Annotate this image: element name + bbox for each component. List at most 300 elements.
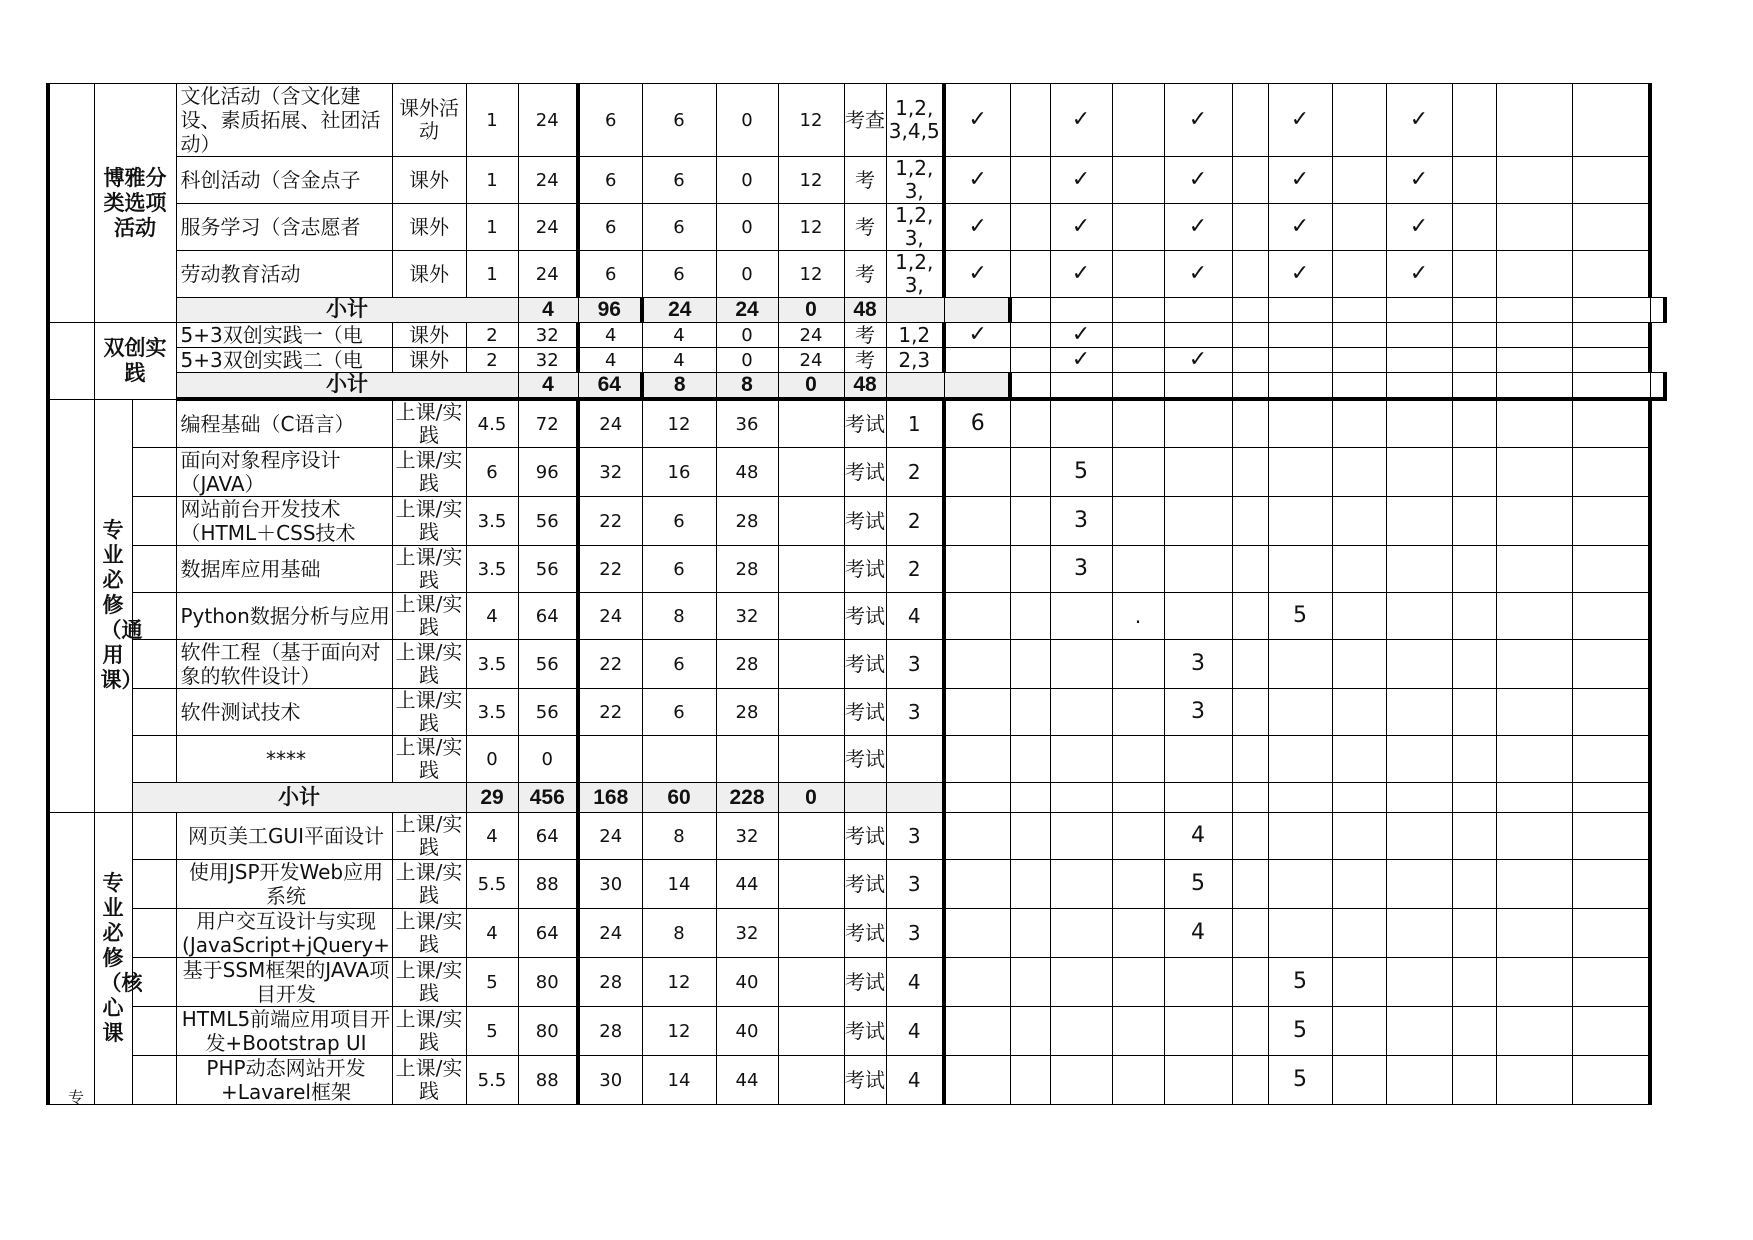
- hours-cell: 80: [518, 958, 578, 1007]
- hours-extra-cell: [778, 593, 844, 640]
- semester-4-cell: [1268, 348, 1332, 373]
- hours-extra-cell: [778, 958, 844, 1007]
- hours-lab-cell: 0: [716, 204, 778, 251]
- hours-extra-cell: 12: [778, 251, 844, 298]
- extra-column-cell: [1572, 157, 1650, 204]
- semester-1-cell: [944, 736, 1010, 783]
- semester-4-cell: ✓: [1268, 157, 1332, 204]
- subcategory-blank: [132, 813, 176, 860]
- exam-type-cell: 考试: [844, 909, 886, 958]
- table-row: [48, 497, 1665, 546]
- semester-5-cell: [1386, 448, 1452, 497]
- hours-cell: 24: [518, 84, 578, 157]
- semester-2-blank: [1112, 689, 1164, 736]
- semester-2-blank: [1112, 399, 1164, 448]
- hours-theory-cell: 24: [578, 399, 642, 448]
- term-cell: 3: [886, 909, 944, 958]
- category-label: [94, 323, 176, 400]
- subtotal-semester-blank: [1164, 783, 1232, 813]
- subtotal-h1: 8: [642, 373, 716, 400]
- subtotal-semester-blank: [1452, 373, 1496, 400]
- subtotal-extra-blank: [1496, 783, 1572, 813]
- hours-extra-cell: [778, 860, 844, 909]
- subcategory-blank: [132, 1007, 176, 1056]
- table-row: [48, 157, 1665, 204]
- category-text: 双创实践: [103, 335, 167, 385]
- subcategory-blank: [132, 399, 176, 448]
- semester-2-blank: [1112, 84, 1164, 157]
- course-name: 使用JSP开发Web应用系统: [176, 860, 392, 909]
- semester-3-blank: [1232, 323, 1268, 348]
- hours-theory-cell: [578, 736, 642, 783]
- semester-2-cell: [1050, 1056, 1112, 1105]
- table-row: [48, 860, 1665, 909]
- subtotal-semester-blank: [1010, 298, 1050, 323]
- semester-2-blank: [1112, 157, 1164, 204]
- extra-column-cell: [1496, 157, 1572, 204]
- semester-5-cell: [1386, 1056, 1452, 1105]
- subtotal-blank: [886, 298, 944, 323]
- exam-type-cell: 考查: [844, 84, 886, 157]
- semester-4-blank: [1332, 689, 1386, 736]
- course-name: 5+3双创实践二（电: [176, 348, 392, 373]
- hours-cell: 96: [518, 448, 578, 497]
- semester-5-cell: [1386, 323, 1452, 348]
- category-text: 专业必修（通用课）: [100, 518, 143, 693]
- subtotal-semester-blank: [1010, 373, 1050, 400]
- semester-3-blank: [1232, 909, 1268, 958]
- hours-lab-cell: 44: [716, 860, 778, 909]
- semester-2-blank: [1112, 348, 1164, 373]
- semester-4-cell: [1268, 323, 1332, 348]
- semester-3-cell: 4: [1164, 909, 1232, 958]
- course-name: 数据库应用基础: [176, 546, 392, 593]
- course-name: 面向对象程序设计（JAVA）: [176, 448, 392, 497]
- extra-column-cell: [1572, 813, 1650, 860]
- hours-practice-cell: 6: [642, 204, 716, 251]
- credit-cell: 1: [466, 251, 518, 298]
- semester-1-cell: [944, 860, 1010, 909]
- semester-5-cell: [1386, 593, 1452, 640]
- semester-1-blank: [1010, 251, 1050, 298]
- semester-2-cell: [1050, 1007, 1112, 1056]
- semester-3-cell: [1164, 736, 1232, 783]
- semester-2-blank: [1112, 546, 1164, 593]
- course-type: 上课/实践: [392, 860, 466, 909]
- semester-5-blank: [1452, 84, 1496, 157]
- subtotal-blank: [944, 298, 1010, 323]
- term-cell: 2,3: [886, 348, 944, 373]
- semester-1-blank: [1010, 348, 1050, 373]
- course-name: Python数据分析与应用: [176, 593, 392, 640]
- semester-4-cell: 5: [1268, 1056, 1332, 1105]
- hours-theory-cell: 28: [578, 1007, 642, 1056]
- hours-practice-cell: 12: [642, 1007, 716, 1056]
- course-type: 上课/实践: [392, 1007, 466, 1056]
- semester-1-cell: [944, 1007, 1010, 1056]
- table-row: [48, 323, 1665, 348]
- semester-2-blank: .: [1112, 593, 1164, 640]
- subtotal-semester-blank: [1268, 373, 1332, 400]
- semester-3-blank: [1232, 84, 1268, 157]
- course-name: 基于SSM框架的JAVA项目开发: [176, 958, 392, 1007]
- semester-1-cell: [944, 448, 1010, 497]
- subtotal-semester-blank: [1496, 298, 1572, 323]
- semester-4-blank: [1332, 1056, 1386, 1105]
- term-cell: 2: [886, 448, 944, 497]
- term-cell: 2: [886, 497, 944, 546]
- credit-cell: 5.5: [466, 1056, 518, 1105]
- hours-cell: 72: [518, 399, 578, 448]
- course-type: 上课/实践: [392, 813, 466, 860]
- course-name: HTML5前端应用项目开发+Bootstrap UI: [176, 1007, 392, 1056]
- hours-cell: 64: [518, 909, 578, 958]
- subtotal-extra-blank: [1650, 373, 1665, 400]
- extra-column-cell: [1572, 251, 1650, 298]
- semester-4-blank: [1332, 1007, 1386, 1056]
- course-name: 软件工程（基于面向对象的软件设计）: [176, 640, 392, 689]
- semester-4-blank: [1332, 813, 1386, 860]
- extra-column-cell: [1496, 640, 1572, 689]
- course-name: 网站前台开发技术（HTML＋CSS技术: [176, 497, 392, 546]
- subtotal-semester-blank: [1112, 298, 1164, 323]
- hours-theory-cell: 4: [578, 348, 642, 373]
- hours-cell: 32: [518, 323, 578, 348]
- extra-column-cell: [1572, 1007, 1650, 1056]
- extra-column-cell: [1496, 348, 1572, 373]
- course-type: 上课/实践: [392, 593, 466, 640]
- course-type: 上课/实践: [392, 736, 466, 783]
- subcategory-blank: [132, 1056, 176, 1105]
- term-cell: 3: [886, 689, 944, 736]
- course-name: 科创活动（含金点子: [176, 157, 392, 204]
- semester-4-blank: [1332, 860, 1386, 909]
- hours-lab-cell: 28: [716, 497, 778, 546]
- semester-1-cell: [944, 813, 1010, 860]
- semester-4-cell: [1268, 689, 1332, 736]
- hours-extra-cell: [778, 1007, 844, 1056]
- semester-2-blank: [1112, 909, 1164, 958]
- hours-cell: 64: [518, 813, 578, 860]
- course-type: 课外: [392, 323, 466, 348]
- semester-1-blank: [1010, 1056, 1050, 1105]
- semester-4-cell: [1268, 860, 1332, 909]
- hours-practice-cell: 4: [642, 323, 716, 348]
- hours-practice-cell: 14: [642, 1056, 716, 1105]
- semester-2-blank: [1112, 1056, 1164, 1105]
- semester-4-cell: [1268, 497, 1332, 546]
- hours-theory-cell: 4: [578, 323, 642, 348]
- subtotal-semester-blank: [1332, 783, 1386, 813]
- term-cell: 3: [886, 860, 944, 909]
- hours-extra-cell: [778, 909, 844, 958]
- hours-cell: 88: [518, 860, 578, 909]
- semester-4-blank: [1332, 251, 1386, 298]
- hours-theory-cell: 6: [578, 157, 642, 204]
- extra-column-cell: [1572, 640, 1650, 689]
- hours-cell: 80: [518, 1007, 578, 1056]
- subcategory-blank: [132, 546, 176, 593]
- term-cell: 1,2: [886, 323, 944, 348]
- hours-cell: 56: [518, 640, 578, 689]
- hours-extra-cell: [778, 546, 844, 593]
- course-type: 上课/实践: [392, 448, 466, 497]
- hours-extra-cell: 12: [778, 157, 844, 204]
- semester-4-blank: [1332, 323, 1386, 348]
- extra-column-cell: [1572, 958, 1650, 1007]
- semester-4-cell: [1268, 736, 1332, 783]
- semester-2-blank: [1112, 497, 1164, 546]
- subtotal-semester-blank: [1268, 298, 1332, 323]
- hours-lab-cell: 40: [716, 958, 778, 1007]
- subtotal-hours: 456: [518, 783, 578, 813]
- semester-1-blank: [1010, 84, 1050, 157]
- semester-3-blank: [1232, 640, 1268, 689]
- semester-3-blank: [1232, 157, 1268, 204]
- credit-cell: 1: [466, 157, 518, 204]
- semester-1-cell: [944, 689, 1010, 736]
- credit-cell: 3.5: [466, 497, 518, 546]
- credit-cell: 6: [466, 448, 518, 497]
- subtotal-h2: 24: [716, 298, 778, 323]
- hours-theory-cell: 30: [578, 860, 642, 909]
- hours-lab-cell: 28: [716, 546, 778, 593]
- course-type: 课外: [392, 348, 466, 373]
- semester-5-blank: [1452, 448, 1496, 497]
- hours-cell: 24: [518, 204, 578, 251]
- semester-5-blank: [1452, 909, 1496, 958]
- extra-column-cell: [1572, 84, 1650, 157]
- hours-theory-cell: 32: [578, 448, 642, 497]
- hours-theory-cell: 30: [578, 1056, 642, 1105]
- course-type: 课外: [392, 204, 466, 251]
- hours-lab-cell: 36: [716, 399, 778, 448]
- hours-practice-cell: 12: [642, 958, 716, 1007]
- credit-cell: 5: [466, 1007, 518, 1056]
- extra-column-cell: [1496, 448, 1572, 497]
- subtotal-semester-blank: [1050, 373, 1112, 400]
- semester-3-blank: [1232, 736, 1268, 783]
- semester-5-blank: [1452, 813, 1496, 860]
- subtotal-semester-blank: [944, 783, 1010, 813]
- hours-lab-cell: 32: [716, 909, 778, 958]
- term-cell: 1,2,3,: [886, 204, 944, 251]
- hours-practice-cell: 6: [642, 251, 716, 298]
- hours-lab-cell: 28: [716, 640, 778, 689]
- semester-5-cell: [1386, 497, 1452, 546]
- hours-lab-cell: 0: [716, 348, 778, 373]
- subtotal-semester-blank: [1332, 298, 1386, 323]
- subtotal-semester-blank: [1112, 373, 1164, 400]
- hours-lab-cell: 28: [716, 689, 778, 736]
- course-name: PHP动态网站开发+Lavarel框架: [176, 1056, 392, 1105]
- semester-1-blank: [1010, 860, 1050, 909]
- subtotal-credit: 4: [518, 298, 578, 323]
- subtotal-semester-blank: [1268, 783, 1332, 813]
- semester-2-blank: [1112, 448, 1164, 497]
- hours-extra-cell: [778, 689, 844, 736]
- subtotal-label: 小计: [132, 783, 466, 813]
- semester-4-cell: [1268, 813, 1332, 860]
- semester-1-blank: [1010, 689, 1050, 736]
- hours-extra-cell: [778, 640, 844, 689]
- extra-column-cell: [1496, 84, 1572, 157]
- semester-5-blank: [1452, 157, 1496, 204]
- semester-5-cell: [1386, 813, 1452, 860]
- course-type: 上课/实践: [392, 958, 466, 1007]
- hours-practice-cell: 8: [642, 813, 716, 860]
- exam-type-cell: 考试: [844, 736, 886, 783]
- subtotal-h2: 8: [716, 373, 778, 400]
- hours-practice-cell: 6: [642, 689, 716, 736]
- subtotal-credit: 4: [518, 373, 578, 400]
- semester-3-cell: 4: [1164, 813, 1232, 860]
- category-text: 专业必修（核心课: [100, 871, 143, 1045]
- hours-practice-cell: 6: [642, 546, 716, 593]
- semester-1-blank: [1010, 448, 1050, 497]
- semester-2-blank: [1112, 1007, 1164, 1056]
- semester-5-blank: [1452, 640, 1496, 689]
- outer-blank-cell: [48, 813, 94, 1105]
- semester-5-cell: [1386, 909, 1452, 958]
- subtotal-row: [48, 373, 1665, 400]
- hours-lab-cell: 0: [716, 157, 778, 204]
- extra-column-cell: [1496, 909, 1572, 958]
- semester-5-cell: [1386, 1007, 1452, 1056]
- semester-5-cell: [1386, 958, 1452, 1007]
- table-row: [48, 640, 1665, 689]
- semester-3-blank: [1232, 593, 1268, 640]
- semester-5-blank: [1452, 251, 1496, 298]
- extra-column-cell: [1496, 689, 1572, 736]
- subtotal-h2: 60: [642, 783, 716, 813]
- semester-2-cell: ✓: [1050, 157, 1112, 204]
- semester-3-cell: [1164, 323, 1232, 348]
- semester-4-cell: [1268, 909, 1332, 958]
- exam-type-cell: 考: [844, 348, 886, 373]
- hours-theory-cell: 6: [578, 251, 642, 298]
- semester-2-blank: [1112, 323, 1164, 348]
- exam-type-cell: 考: [844, 251, 886, 298]
- hours-theory-cell: 6: [578, 204, 642, 251]
- extra-column-cell: [1572, 736, 1650, 783]
- semester-5-blank: [1452, 348, 1496, 373]
- semester-5-blank: [1452, 323, 1496, 348]
- semester-5-cell: [1386, 546, 1452, 593]
- semester-4-blank: [1332, 204, 1386, 251]
- subtotal-row: [48, 783, 1665, 813]
- semester-4-blank: [1332, 399, 1386, 448]
- extra-column-cell: [1572, 497, 1650, 546]
- subtotal-semester-blank: [1010, 783, 1050, 813]
- term-cell: 2: [886, 546, 944, 593]
- semester-1-cell: [944, 348, 1010, 373]
- term-cell: 4: [886, 1007, 944, 1056]
- subtotal-semester-blank: [1164, 298, 1232, 323]
- hours-lab-cell: 44: [716, 1056, 778, 1105]
- subtotal-semester-blank: [1386, 783, 1452, 813]
- semester-4-blank: [1332, 593, 1386, 640]
- semester-4-cell: [1268, 399, 1332, 448]
- semester-2-cell: [1050, 909, 1112, 958]
- semester-5-cell: [1386, 860, 1452, 909]
- extra-column-cell: [1572, 593, 1650, 640]
- credit-cell: 4: [466, 813, 518, 860]
- extra-column-cell: [1496, 497, 1572, 546]
- subtotal-h3: 228: [716, 783, 778, 813]
- semester-2-cell: ✓: [1050, 204, 1112, 251]
- subtotal-extra-blank: [1572, 298, 1650, 323]
- semester-4-cell: 5: [1268, 958, 1332, 1007]
- exam-type-cell: 考试: [844, 1056, 886, 1105]
- semester-4-cell: ✓: [1268, 84, 1332, 157]
- hours-practice-cell: 8: [642, 593, 716, 640]
- extra-column-cell: [1496, 1056, 1572, 1105]
- semester-4-blank: [1332, 640, 1386, 689]
- semester-2-blank: [1112, 860, 1164, 909]
- exam-type-cell: 考试: [844, 958, 886, 1007]
- course-type: 上课/实践: [392, 640, 466, 689]
- hours-cell: 24: [518, 251, 578, 298]
- course-name: 5+3双创实践一（电: [176, 323, 392, 348]
- hours-practice-cell: 6: [642, 157, 716, 204]
- hours-theory-cell: 22: [578, 546, 642, 593]
- table-row: [48, 84, 1665, 157]
- hours-extra-cell: [778, 813, 844, 860]
- category-label: [94, 399, 143, 813]
- hours-lab-cell: [716, 736, 778, 783]
- semester-3-cell: 5: [1164, 860, 1232, 909]
- subtotal-blank: [944, 373, 1010, 400]
- semester-2-cell: 3: [1050, 497, 1112, 546]
- credit-cell: 5: [466, 958, 518, 1007]
- hours-lab-cell: 40: [716, 1007, 778, 1056]
- semester-5-blank: [1452, 860, 1496, 909]
- semester-1-cell: [944, 546, 1010, 593]
- exam-type-cell: 考试: [844, 546, 886, 593]
- semester-4-cell: 5: [1268, 1007, 1332, 1056]
- semester-1-cell: ✓: [944, 251, 1010, 298]
- semester-1-blank: [1010, 546, 1050, 593]
- subcategory-blank: [132, 860, 176, 909]
- table-row: [48, 348, 1665, 373]
- semester-1-cell: ✓: [944, 157, 1010, 204]
- exam-type-cell: 考试: [844, 689, 886, 736]
- hours-theory-cell: 24: [578, 813, 642, 860]
- category-label: [94, 84, 176, 323]
- term-cell: 1,2,3,: [886, 157, 944, 204]
- extra-column-cell: [1496, 323, 1572, 348]
- semester-4-cell: ✓: [1268, 204, 1332, 251]
- outer-blank-cell: [48, 84, 94, 323]
- course-type: 上课/实践: [392, 546, 466, 593]
- extra-column-cell: [1496, 204, 1572, 251]
- exam-type-cell: 考试: [844, 813, 886, 860]
- hours-extra-cell: 24: [778, 348, 844, 373]
- hours-practice-cell: 6: [642, 497, 716, 546]
- semester-1-cell: [944, 909, 1010, 958]
- subcategory-blank: [132, 689, 176, 736]
- term-cell: 4: [886, 958, 944, 1007]
- semester-3-cell: ✓: [1164, 84, 1232, 157]
- extra-column-cell: [1572, 546, 1650, 593]
- semester-1-cell: ✓: [944, 323, 1010, 348]
- semester-2-blank: [1112, 958, 1164, 1007]
- credit-cell: 1: [466, 204, 518, 251]
- hours-cell: 56: [518, 497, 578, 546]
- semester-1-blank: [1010, 813, 1050, 860]
- subtotal-h1: 168: [578, 783, 642, 813]
